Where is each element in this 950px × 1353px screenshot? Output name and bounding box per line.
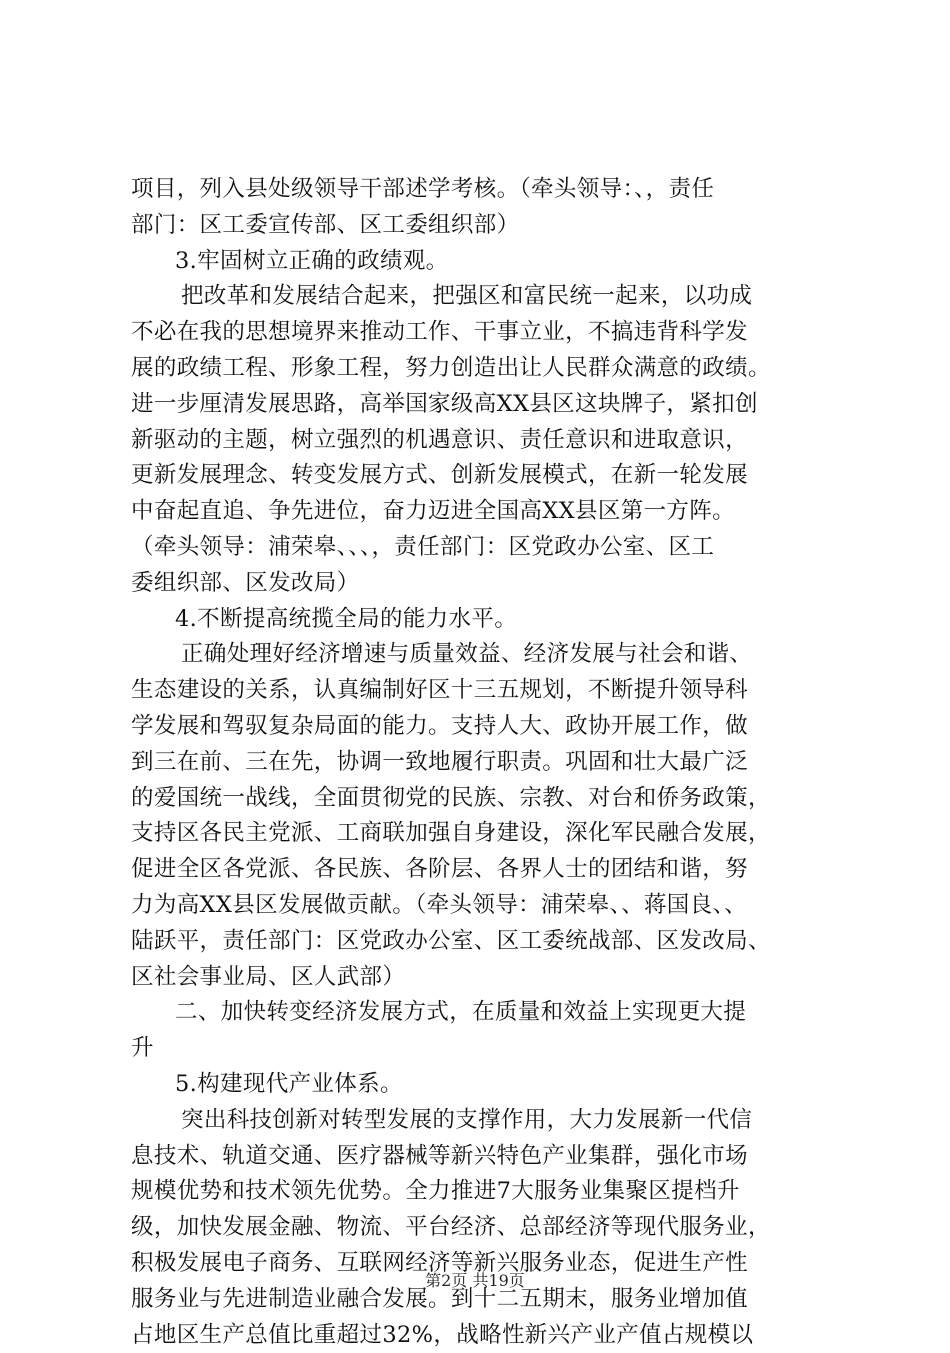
text-line: 的爱国统一战线，全面贯彻党的民族、宗教、对台和侨务政策，: [131, 781, 831, 817]
text-line: 委组织部、区发改局）: [131, 566, 831, 602]
text-line: 把改革和发展结合起来，把强区和富民统一起来，以功成: [131, 279, 831, 315]
text-line: 陆跃平，责任部门：区党政办公室、区工委统战部、区发改局、: [131, 924, 831, 960]
chapter-heading-continuation: 升: [131, 1031, 831, 1067]
text-line: 规模优势和技术领先优势。全力推进7大服务业集聚区提档升: [131, 1174, 831, 1210]
text-line: 项目，列入县处级领导干部述学考核。（牵头领导：、，责任: [131, 172, 831, 208]
text-line: 展的政绩工程、形象工程，努力创造出让人民群众满意的政绩。: [131, 351, 831, 387]
text-line: 到三在前、三在先，协调一致地履行职责。巩固和壮大最广泛: [131, 745, 831, 781]
text-line: 支持区各民主党派、工商联加强自身建设，深化军民融合发展，: [131, 816, 831, 852]
text-line: 新驱动的主题，树立强烈的机遇意识、责任意识和进取意识，: [131, 423, 831, 459]
text-line: 突出科技创新对转型发展的支撑作用，大力发展新一代信: [131, 1103, 831, 1139]
text-line: 区社会事业局、区人武部）: [131, 960, 831, 996]
text-line: 正确处理好经济增速与质量效益、经济发展与社会和谐、: [131, 637, 831, 673]
text-line: 学发展和驾驭复杂局面的能力。支持人大、政协开展工作，做: [131, 709, 831, 745]
text-line: 不必在我的思想境界来推动工作、干事立业，不搞违背科学发: [131, 315, 831, 351]
text-line: 息技术、轨道交通、医疗器械等新兴特色产业集群，强化市场: [131, 1139, 831, 1175]
text-line: 占地区生产总值比重超过32%，战略性新兴产业产值占规模以: [131, 1318, 831, 1353]
text-line: 服务业与先进制造业融合发展。到十二五期末，服务业增加值: [131, 1282, 831, 1318]
section-heading: 4.不断提高统揽全局的能力水平。: [131, 602, 831, 638]
text-line: 生态建设的关系，认真编制好区十三五规划，不断提升领导科: [131, 673, 831, 709]
text-line: 部门：区工委宣传部、区工委组织部）: [131, 208, 831, 244]
section-heading: 3.牢固树立正确的政绩观。: [131, 244, 831, 280]
document-body: [131, 172, 831, 1353]
text-line: 更新发展理念、转变发展方式、创新发展模式，在新一轮发展: [131, 458, 831, 494]
text-line: 积极发展电子商务、互联网经济等新兴服务业态，促进生产性: [131, 1246, 831, 1282]
text-line: （牵头领导：浦荣皋、、、，责任部门：区党政办公室、区工: [131, 530, 831, 566]
text-line: 级，加快发展金融、物流、平台经济、总部经济等现代服务业，: [131, 1210, 831, 1246]
text-line: 力为高XX县区发展做贡献。（牵头领导：浦荣皋、、蒋国良、、: [131, 888, 831, 924]
page-number-footer: 第2页 共19页: [0, 1271, 950, 1291]
text-line: 中奋起直追、争先进位，奋力迈进全国高XX县区第一方阵。: [131, 494, 831, 530]
text-line: 促进全区各党派、各民族、各阶层、各界人士的团结和谐，努: [131, 852, 831, 888]
text-line: 进一步厘清发展思路，高举国家级高XX县区这块牌子，紧扣创: [131, 387, 831, 423]
chapter-heading: 二、加快转变经济发展方式，在质量和效益上实现更大提: [131, 995, 831, 1031]
section-heading: 5.构建现代产业体系。: [131, 1067, 831, 1103]
